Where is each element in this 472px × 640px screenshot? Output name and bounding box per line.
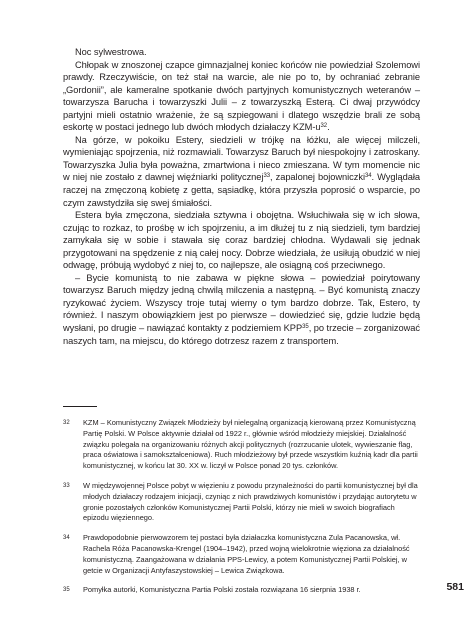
footnote-text: W międzywojennej Polsce pobyt w więzieniu z powodu przynależności do partii komunistycznej był dla młodych działaczy rodzajem inicjacji, czyniąc z nich prawdziwych komunistów i przydając autorytetu w gronie pozostałych członków Komunistycznej Partii Polski, którzy nie mieli w swoich biografiach epizodu więziennego.: [83, 480, 418, 523]
paragraph: – Bycie komunistą to nie zabawa w piękne słowa – powiedział poirytowany towarzysz Baruch między jedną chwilą milczenia a następną. – Być komunistą znaczy ryzykować życiem. Wszyscy troje tutaj wiemy o tym bardzo dobrze. Tak, Estero, ty również. I naszym obowiązkiem jest po pierwsze – dowiedzieć się, gdzie ludzie będą wysłani, po drugie – nawiązać kontakty z podziemiem KPP$^{35}$, po trzecie – zorganizować naszych tam, na miejscu, do którego dotrzesz razem z transportem.: [63, 272, 420, 346]
footnote-separator: [63, 406, 97, 407]
footnote-ref: 32: [320, 123, 328, 130]
footnote-text: KZM – Komunistyczny Związek Młodzieży był nielegalną organizacją kierowaną przez Komunistyczną Partię Polski. W Polsce aktywnie działał od 1922 r., głównie wśród młodzieży miejskiej. Działalność związku polegała na organizowaniu różnych akcji politycznych (rozrzucanie ulotek, wywieszanie flag, praca oświatowa i samokształceniowa). Ruch młodzieżowy był przede wszystkim kuźnią kadr dla partii komunistycznej, w końcu lat 30. XX w. liczył w Polsce ponad 20 tys. członków.: [83, 418, 418, 471]
paragraph: Na górze, w pokoiku Estery, siedzieli w trójkę na łóżku, ale więcej milczeli, wymieniając spojrzenia, niż rozmawiali. Towarzysz Baruch był niespokojny i zatroskany. Towarzyszka Julia była poważna, zmartwiona i nieco zmieszana. W tym momencie nic w niej nie zostało z dawnej więźniarki politycznej$^{33}$, zapalonej bojowniczki$^{34}$. Wyglądała raczej na zmęczoną kobietę z getta, sąsiadkę, która przyszła poprosić o wsparcie, po czym zawstydziła się swej śmiałości.: [63, 134, 420, 208]
paragraph: Noc sylwestrowa.: [75, 47, 147, 57]
footnote-number: 34: [63, 535, 70, 542]
paragraph: Chłopak w znoszonej czapce gimnazjalnej koniec końców nie powiedział Szolemowi prawdy. Rzeczywiście, on też stał na warcie, ale nie po to, by ochraniać zebranie „Gordonii”, ale kameralne spotkanie dwóch partyjnych komunistycznych weteranów – towarzysza Barucha i towarzyszki Julii – z towarzyszką Esterą. Ci dwaj przywódcy partyjni mieli ostatnio wrażenie, że są szpiegowani i dlatego wszędzie brali ze sobą eskortę w postaci jednego lub dwóch młodych działaczy KZM-$u^{32}$.: [63, 59, 420, 133]
footnote-text: Prawdopodobnie pierwowzorem tej postaci była działaczka komunistyczna Zula Pacanowska, wł. Rachela Róża Pacanowska-Krengel (1904–1942), przed wojną wielokrotnie więziona za działalność komunistyczną. Zaangażowana w działania PPS-Lewicy, a potem Komunistycznej Partii Polskiej, w getcie w Organizacji Antyfaszystowskiej – Lewica Związkowa.: [83, 533, 410, 575]
footnote: [63, 585, 420, 596]
paragraph: Estera była zmęczona, siedziała sztywna i obojętna. Wsłuchiwała się w ich słowa, czując to rozkaz, to prośbę w ich spojrzeniu, a im dłużej tu z nią siedzieli, tym bardziej zamykała się w sobie i stawała się coraz bardziej chłodna. Wydawali się jednak przygotowani na spędzenie z nią całej nocy. Dobrze wiedziała, że usiłują obudzić w niej odwagę, próbują wydobyć z niej to, co najlepsze, ale osiągną coś przeciwnego.: [63, 210, 420, 271]
footnote-number: 32: [63, 420, 70, 426]
footnote-ref: 34: [364, 173, 372, 180]
page-number: 581: [446, 581, 464, 593]
main-text: [63, 46, 420, 347]
footnote-number: 33: [63, 482, 70, 489]
footnote: [63, 418, 420, 472]
footnote-ref: 35: [302, 324, 309, 331]
footnote: [63, 533, 420, 576]
footnote: [63, 481, 420, 524]
footnotes: [63, 418, 420, 605]
footnote-number: 35: [63, 587, 70, 594]
footnote-text: Pomyłka autorki, Komunistyczna Partia Polski została rozwiązana 16 sierpnia 1938 r.: [83, 585, 361, 595]
footnote-ref: 33: [263, 173, 271, 180]
